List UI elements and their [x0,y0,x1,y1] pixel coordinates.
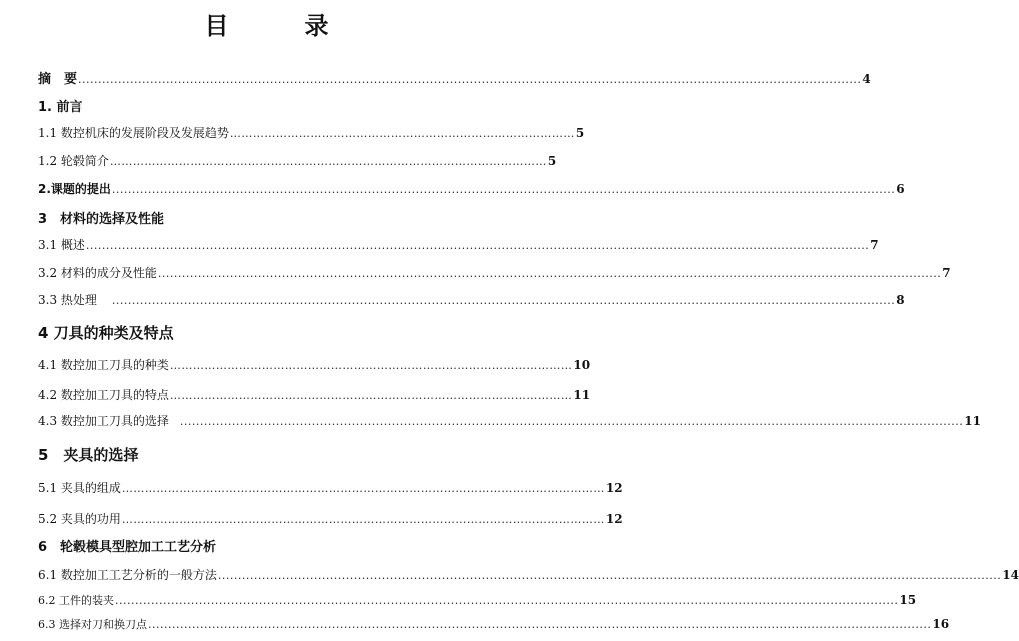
toc-heading[interactable] [38,208,475,227]
toc-leader-dots: .................................................................................................................................................................................................... [157,267,942,280]
toc-heading[interactable] [38,96,475,115]
toc-entry[interactable] [38,386,591,403]
toc-entry-label: 5.1 夹具的组成 [38,481,121,495]
toc-entry-label: 4.3 数控加工刀具的选择 [38,414,169,428]
toc-entry-page: 16 [932,617,950,631]
toc-entry[interactable] [38,592,917,608]
toc-leader-dots: ……………………………………………………………………………………………………………… [121,513,605,526]
toc-entry-page: 8 [896,293,905,307]
toc-entry-page: 10 [573,358,591,372]
toc-leader-dots: .................................................................................................................................................................................................... [115,594,899,607]
toc-entry[interactable] [38,236,879,253]
toc-entry[interactable] [38,356,591,373]
toc-entry-page: 11 [964,414,981,428]
toc-entry[interactable] [38,68,871,87]
toc-leader-dots: …………………………………………………………………………………………………… [109,155,547,168]
toc-entry-label: 6.1 数控加工工艺分析的一般方法 [38,568,217,582]
toc-entry[interactable] [38,264,951,281]
toc-entry-page: 5 [575,126,585,140]
toc-leader-dots: .................................................................................................................................................................................................... [85,239,870,252]
toc-entry[interactable] [38,566,1019,583]
toc-entry-label: 4.2 数控加工刀具的特点 [38,388,169,402]
toc-entry-label: 3.3 热处理 [38,293,97,307]
toc-leader-dots: …………………………………………………………………………………………… [169,389,573,402]
toc-entry-label: 3.1 概述 [38,238,85,252]
toc-leader-dots: .................................................................................................................................................................................................... [78,73,862,86]
toc-entry-label: 2.课题的提出 [38,182,111,196]
toc-leader-dots: …………………………………………………………………………………………… [169,359,573,372]
toc-entry-page: 4 [862,72,871,86]
toc-entry-page: 14 [1002,568,1019,582]
toc-entry[interactable] [38,152,557,169]
toc-entry-label: 3.2 材料的成分及性能 [38,266,157,280]
toc-title: 目 录 [204,12,355,40]
toc-entry[interactable] [38,180,905,197]
toc-entry-label: 1.1 数控机床的发展阶段及发展趋势 [38,126,229,140]
toc-entry-page: 7 [942,266,951,280]
toc-leader-dots: .................................................................................................................................................................................................... [217,569,1002,582]
toc-entry-page: 12 [605,512,623,526]
toc-entry-label: 5.2 夹具的功用 [38,512,121,526]
toc-entry[interactable] [38,479,623,496]
toc-leader-dots: .................................................................................................................................................................................................... [111,183,896,196]
toc-entry[interactable] [38,291,905,308]
toc-entry-label: 1. 前言 [38,100,83,115]
toc-entry[interactable] [38,616,950,632]
toc-leader-dots: .................................................................................................................................................................................................... [148,618,932,631]
toc-entry-label: 4 刀具的种类及特点 [38,324,174,342]
toc-heading[interactable] [38,444,475,465]
toc-leader-dots: .................................................................................................................................................................................................... [111,294,896,307]
toc-entry-label: 5 夹具的选择 [38,446,139,464]
toc-leader-dots: ……………………………………………………………………………… [229,127,575,140]
toc-heading[interactable] [38,536,475,555]
toc-entry-label: 摘 要 [38,72,78,87]
toc-leader-dots: ……………………………………………………………………………………………………………… [121,482,605,495]
toc-leader-dots: .................................................................................................................................................................................................... [179,415,964,428]
toc-entry[interactable] [38,124,585,141]
toc-entry-label: 1.2 轮毂简介 [38,154,109,168]
toc-entry-page: 7 [870,238,879,252]
toc-entry-label: 6.3 选择对刀和换刀点 [38,618,147,631]
toc-entry-page: 12 [605,481,623,495]
toc-entry-page: 15 [899,593,917,607]
toc-entry-label: 6.2 工件的装夹 [38,594,114,607]
toc-entry-label: 6 轮毂模具型腔加工工艺分析 [38,540,217,555]
toc-entry-page: 6 [896,182,905,196]
toc-heading[interactable] [38,322,475,343]
toc-entry-label: 3 材料的选择及性能 [38,212,165,227]
toc-entry[interactable] [38,412,981,429]
toc-entry-page: 11 [573,388,591,402]
toc-entry-label: 4.1 数控加工刀具的种类 [38,358,169,372]
toc-entry-page: 5 [547,154,557,168]
toc-entry[interactable] [38,510,623,527]
